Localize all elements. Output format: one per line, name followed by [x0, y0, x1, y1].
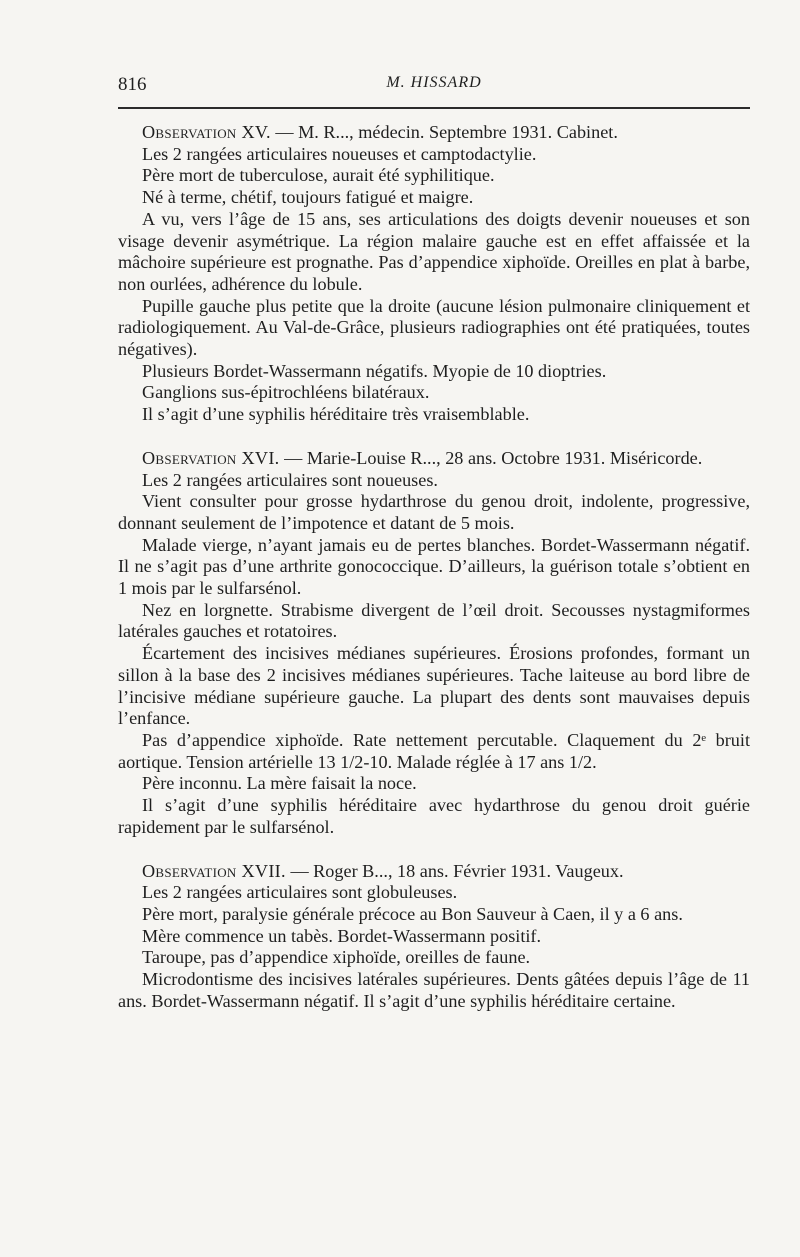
observation-heading	[118, 448, 750, 470]
paragraph: Vient consulter pour grosse hydarthrose du genou droit, indolente, progressive, donnant seulement de l’impotence et datant de 5 mois.	[118, 491, 750, 533]
paragraph: Plusieurs Bordet-Wassermann négatifs. Myopie de 10 dioptries.	[142, 360, 607, 381]
observation-xvii	[118, 861, 750, 1013]
paragraph: Les 2 rangées articulaires noueuses et camptodactylie.	[142, 143, 537, 164]
paragraph: Il s’agit d’une syphilis héréditaire très vraisemblable.	[142, 404, 530, 425]
paragraph: Nez en lorgnette. Strabisme divergent de l’œil droit. Secousses nystagmiformes latérales gauches et rotatoires.	[118, 599, 750, 642]
header-rule	[118, 107, 750, 109]
running-head: M. HISSARD	[386, 74, 482, 91]
paragraph: Les 2 rangées articulaires sont globuleuses.	[142, 882, 458, 903]
paragraph: Microdontisme des incisives latérales supérieures. Dents gâtées depuis l’âge de 11 ans. Bordet-Wassermann négatif. Il s’agit d’une syphilis héréditaire certaine.	[118, 969, 750, 1011]
body-text	[118, 122, 750, 1034]
paragraph: Né à terme, chétif, toujours fatigué et maigre.	[142, 187, 474, 208]
observation-heading	[118, 861, 750, 883]
paragraph: Les 2 rangées articulaires sont noueuses.	[142, 469, 438, 490]
paragraph: Père mort de tuberculose, aurait été syphilitique.	[142, 165, 495, 186]
paragraph: Malade vierge, n’ayant jamais eu de pertes blanches. Bordet-Wassermann négatif. Il ne s’agit pas d’une arthrite gonococcique. D’ailleurs, la guérison totale s’obtient en 1 mois par le sulfarsénol.	[118, 534, 750, 599]
observation-xvi	[118, 448, 750, 839]
paragraph: A vu, vers l’âge de 15 ans, ses articulations des doigts devenir noueuses et son visage devenir asymétrique. La région malaire gauche est en effet affaissée et la mâchoire supérieure est prognathe. Pas d’appendice xiphoïde. Oreilles en plat à barbe, non ourlées, adhérence du lobule.	[118, 208, 750, 294]
paragraph: Père inconnu. La mère faisait la noce.	[142, 773, 417, 794]
observation-label: Observation XVII.	[142, 860, 286, 881]
observation-title: — Marie-Louise R..., 28 ans. Octobre 1931. Miséricorde.	[279, 447, 703, 468]
paragraph: Pas d’appendice xiphoïde. Rate nettement percutable. Claquement du 2ᵉ bruit aortique. Tension artérielle 13 1/2-10. Malade réglée à 17 ans 1/2.	[118, 729, 750, 772]
paragraph: Il s’agit d’une syphilis héréditaire avec hydarthrose du genou droit guérie rapidement par le sulfarsénol.	[118, 795, 750, 837]
observation-label: Observation XV.	[142, 122, 271, 142]
observation-xv	[118, 122, 750, 426]
paragraph: Mère commence un tabès. Bordet-Wassermann positif.	[142, 925, 542, 946]
paragraph: Père mort, paralysie générale précoce au Bon Sauveur à Caen, il y a 6 ans.	[142, 903, 683, 924]
page-header	[118, 74, 750, 102]
paragraph: Écartement des incisives médianes supérieures. Érosions profondes, formant un sillon à la base des 2 incisives médianes supérieures. Tache laiteuse au bord libre de l’incisive médiane supérieure gauche. La plupart des dents sont mauvaises depuis l’enfance.	[118, 643, 750, 729]
paragraph: Pupille gauche plus petite que la droite (aucune lésion pulmonaire cliniquement et radiologiquement. Au Val-de-Grâce, plusieurs radiographies ont été pratiquées, toutes négatives).	[118, 295, 750, 360]
observation-title: — M. R..., médecin. Septembre 1931. Cabinet.	[270, 122, 618, 142]
page-number: 816	[118, 74, 147, 95]
observation-label: Observation XVI.	[142, 447, 280, 468]
paragraph: Taroupe, pas d’appendice xiphoïde, oreilles de faune.	[142, 947, 531, 968]
observation-title: — Roger B..., 18 ans. Février 1931. Vaugeux.	[285, 860, 624, 881]
observation-heading	[118, 122, 750, 144]
paragraph: Ganglions sus-épitrochléens bilatéraux.	[142, 382, 430, 403]
